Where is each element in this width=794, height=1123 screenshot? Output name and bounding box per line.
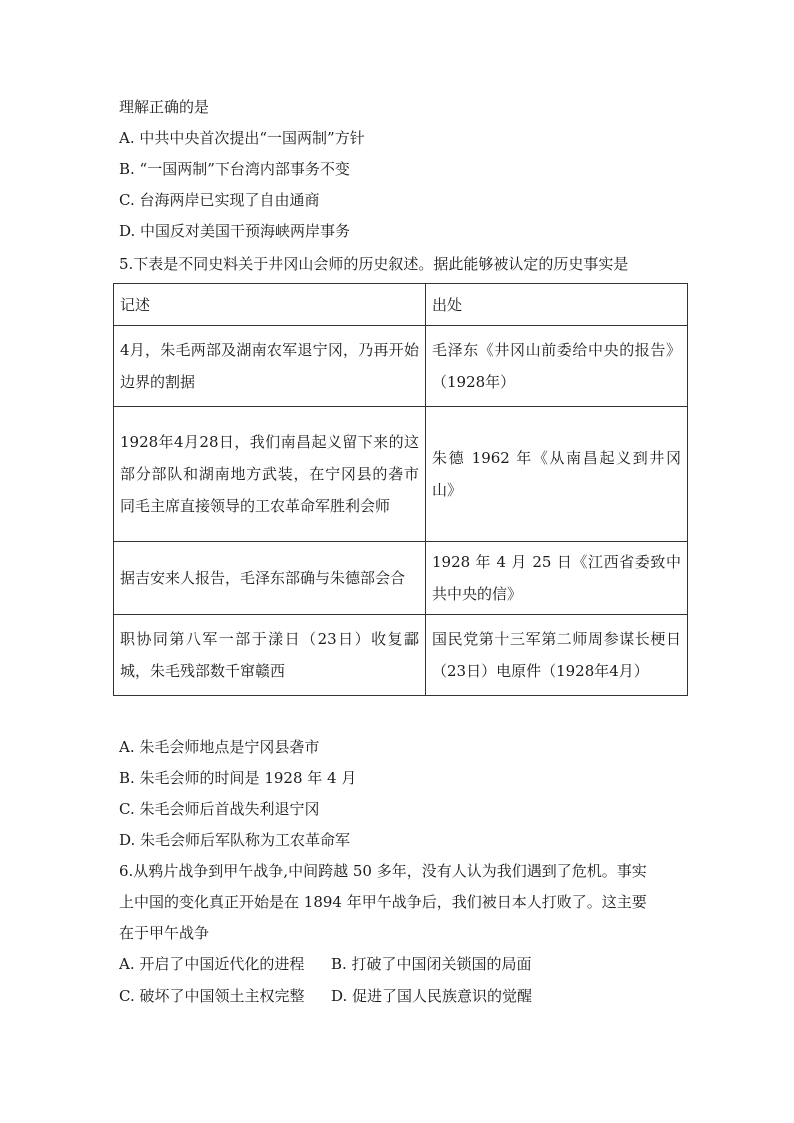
question-5-stem: 5.下表是不同史料关于井冈山会师的历史叙述。据此能够被认定的历史事实是 [119,255,629,273]
table-cell-source: 1928 年 4 月 25 日《江西省委致中共中央的信》 [426,542,688,615]
question-4-option-c: C. 台海两岸已实现了自由通商 [119,191,320,209]
table-cell-account: 据吉安来人报告，毛泽东部确与朱德部会合 [114,542,426,615]
table-row [114,326,688,407]
table-cell-source: 毛泽东《井冈山前委给中央的报告》（1928年） [426,326,688,407]
table-cell-source: 朱德 1962 年《从南昌起义到井冈山》 [426,407,688,542]
table-header-account: 记述 [114,284,426,326]
table-cell-source: 国民党第十三军第二师周参谋长梗日（23日）电原件（1928年4月） [426,615,688,696]
table-cell-account: 职协同第八军一部于漾日（23日）收复酃城，朱毛残部数千窜赣西 [114,615,426,696]
table-row [114,615,688,696]
question-4-option-d: D. 中国反对美国干预海峡两岸事务 [119,222,351,240]
table-row [114,542,688,615]
question-6-stem-line: 6.从鸦片战争到甲午战争,中间跨越 50 多年，没有人认为我们遇到了危机。事实 [119,862,647,880]
question-5-option-a: A. 朱毛会师地点是宁冈县砻市 [119,738,320,756]
question-4-option-b: B. “一国两制”下台湾内部事务不变 [119,160,350,178]
question-6-option-d: D. 促进了国人民族意识的觉醒 [331,987,533,1005]
source-table [113,283,688,696]
question-6-option-c: C. 破坏了中国领土主权完整 [119,987,305,1005]
table-header-row [114,284,688,326]
table-row [114,407,688,542]
question-4-option-a: A. 中共中央首次提出“一国两制”方针 [119,129,365,147]
question-5-option-d: D. 朱毛会师后军队称为工农革命军 [119,831,351,849]
table-cell-account: 1928年4月28日，我们南昌起义留下来的这部分部队和湖南地方武装，在宁冈县的砻市同毛主席直接领导的工农革命军胜利会师 [114,407,426,542]
question-6-stem-line: 在于甲午战争 [119,924,210,942]
question-4-stem-tail: 理解正确的是 [119,98,210,116]
table-header-source: 出处 [426,284,688,326]
question-6-stem-line: 上中国的变化真正开始是在 1894 年甲午战争后，我们被日本人打败了。这主要 [119,893,647,911]
question-6-option-a: A. 开启了中国近代化的进程 [119,955,305,973]
question-5-option-c: C. 朱毛会师后首战失利退宁冈 [119,800,320,818]
question-5-option-b: B. 朱毛会师的时间是 1928 年 4 月 [119,769,357,787]
question-6-option-b: B. 打破了中国闭关锁国的局面 [331,955,532,973]
table-cell-account: 4月，朱毛两部及湖南农军退宁冈，乃再开始边界的割据 [114,326,426,407]
